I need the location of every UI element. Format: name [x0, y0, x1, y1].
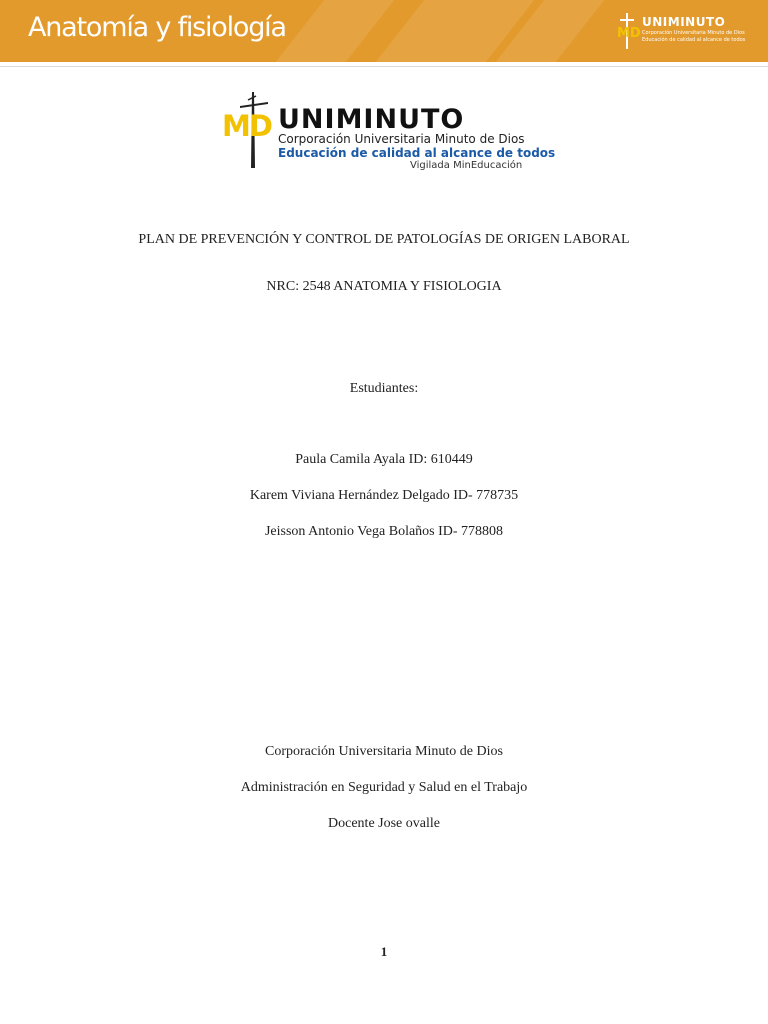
svg-text:MD: MD: [222, 109, 271, 143]
logo-brand: UNIMINUTO: [278, 104, 465, 135]
institution-name: Corporación Universitaria Minuto de Dios: [265, 744, 503, 759]
student-name: Paula Camila Ayala ID: 610449: [295, 452, 473, 467]
header-logo-line2: Educación de calidad al alcance de todos: [642, 37, 746, 43]
student-name: Jeisson Antonio Vega Bolaños ID- 778808: [264, 524, 504, 539]
student-name: Karem Viviana Hernández Delgado ID- 778735: [249, 488, 519, 503]
uniminuto-logo: [222, 90, 556, 172]
teacher-name: Docente Jose ovalle: [328, 816, 440, 831]
header-rule: [0, 66, 768, 67]
md-cross-icon: [222, 90, 278, 172]
page-number: 1: [380, 944, 388, 959]
document-title: PLAN DE PREVENCIÓN Y CONTROL DE PATOLOGÍAS DE ORIGEN LABORAL: [138, 232, 630, 247]
header-logo-brand: UNIMINUTO: [642, 15, 726, 29]
logo-line2: Educación de calidad al alcance de todos: [278, 146, 556, 160]
header-logo: [616, 11, 746, 51]
program-name: Administración en Seguridad y Salud en el Trabajo: [240, 780, 528, 795]
students-label: Estudiantes:: [349, 381, 419, 396]
banner-stripe: [276, 0, 394, 62]
md-monogram-icon: [616, 11, 642, 51]
logo-line3: Vigilada MinEducación: [410, 160, 523, 171]
header-title: Anatomía y fisiología: [28, 12, 286, 43]
header-logo-line1: Corporación Universitaria Minuto de Dios: [642, 30, 745, 36]
page-header-banner: [0, 0, 768, 62]
course-nrc: NRC: 2548 ANATOMIA Y FISIOLOGIA: [266, 279, 502, 294]
logo-line1: Corporación Universitaria Minuto de Dios: [278, 132, 525, 146]
svg-text:MD: MD: [617, 26, 641, 41]
